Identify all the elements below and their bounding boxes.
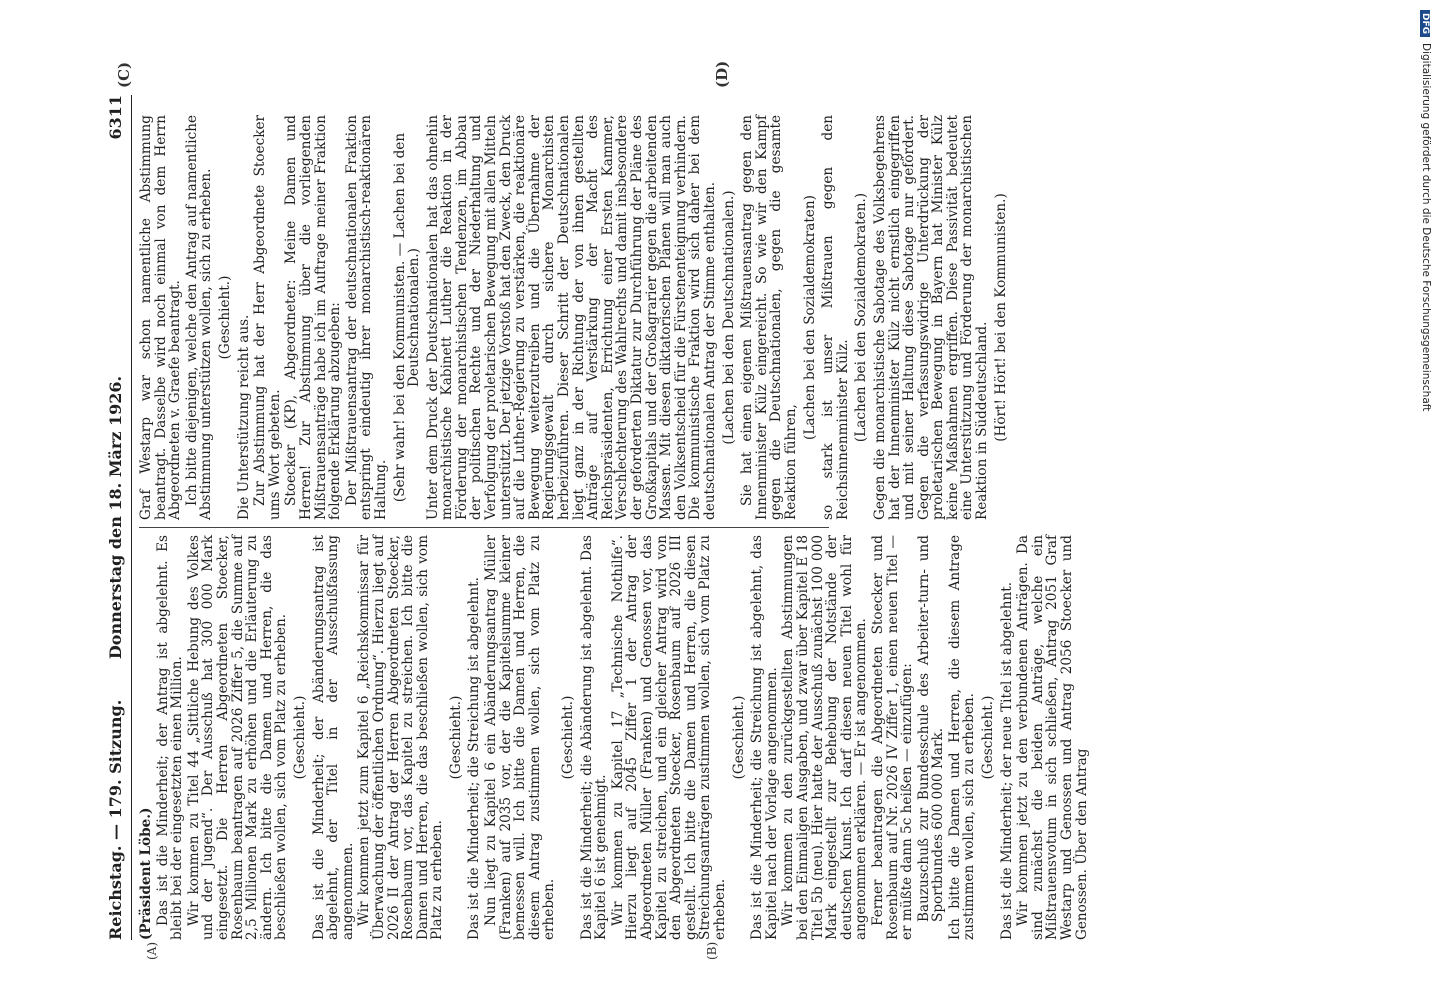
paragraph: Der Mißtrauensantrag der deutschnationalen Fraktion entspringt eindeutig ihrer monarchistisch-reaktionären Haltung. <box>343 115 389 520</box>
dfg-logo: DFG <box>1420 10 1430 37</box>
paragraph: Das ist die Minderheit; die Abänderung ist abgelehnt. Das Kapitel 6 ist genehmigt. <box>578 535 610 940</box>
digitization-credit <box>1420 10 1432 990</box>
margin-letter-d: (D) <box>713 60 731 88</box>
paragraph: (Lachen bei den Sozialdemokraten) <box>801 195 818 440</box>
paragraph: Ich bitte die Damen und Herren, die diesem Antrage zustimmen wollen, sich zu erheben. <box>946 535 978 940</box>
paragraph: (Sehr wahr! bei den Kommunisten. — Lachen bei den Deutschnationalen.) <box>391 132 423 503</box>
column-divider <box>139 527 829 528</box>
paragraph: (Geschieht.) <box>447 695 464 780</box>
paragraph: (Geschieht.) <box>291 695 308 780</box>
left-column <box>139 535 1091 940</box>
margin-letter-c: (C) <box>115 61 133 88</box>
paragraph: (Geschieht.) <box>980 695 997 780</box>
paragraph: Gegen die monarchistische Sabotage des Volksbegehrens hat der Innenminister Külz nicht ernstlich eingegriffen und mit seiner Haltung diese Sabotage nur gefördert. Gegen die verfassungswidrige Unterdrückung der proletarischen Bewegung in Bayern hat Minister Külz keine Maßnahmen ergriffen. Diese Passivität bedeutet eine Unterstützung und Förderung der monarchistischen Reaktion in Süddeutschland. <box>871 115 991 520</box>
rotated-page <box>105 60 1320 960</box>
paragraph: Ich bitte diejenigen, welche den Antrag auf namentliche Abstimmung unterstützen wollen, sich zu erheben. <box>183 115 215 520</box>
paragraph: Unter dem Druck der Deutschnationalen hat das ohnehin monarchistische Kabinett Luther die Reaktion in der Förderung der monarchistischen Tendenzen, im Abbau der politischen Rechte und der Niederhaltung und Verfolgung der proletarischen Bewegung mit allen Mitteln unterstützt. Der jetzige Vorstoß hat den Zweck, den Druck auf die Luther-Regierung zu verstärken, die reaktionäre Bewegung weiterzutreiben und die Übernahme der Regierungsgewalt durch sichere Monarchisten herbeizuführen. Dieser Schritt der Deutschnationalen liegt ganz in der Richtung der von ihnen gestellten Anträge auf Verstärkung der Macht des Reichspräsidenten, Errichtung einer Ersten Kammer, Verschlechterung des Wahlrechts und damit insbesondere der geforderten Diktatur zur Durchführung der Pläne des Großkapitals und der Großagrarier gegen die arbeitenden Massen. Mit diesen diktatorischen Plänen will man auch den Volksentscheid für die Fürstenenteignung verhindern. Die kommunistische Fraktion wird sich daher bei dem deutschnationalen Antrag der Stimme enthalten. <box>424 115 718 520</box>
paragraph: (Lachen bei den Deutschnationalen.) <box>720 190 737 445</box>
page-header <box>105 95 132 940</box>
paragraph: Wir kommen jetzt zum Kapitel 6 „Reichskommissar für Überwachung der öffentlichen Ordnung“. Hierzu liegt auf 2026 II der Antrag der Herren Abgeordneten Stoecker, Rosenbaum vor, das Kapitel zu streichen. Ich bitte die Damen und Herren, die das beschließen wollen, sich vom Platz zu erheben. <box>356 535 446 940</box>
paragraph: Zur Abstimmung hat der Herr Abgeordnete Stoecker ums Wort gebeten. <box>252 115 283 520</box>
paragraph: Das ist die Minderheit; der Abänderungsantrag ist abgelehnt, der Titel in der Ausschußfassung angenommen. <box>310 535 356 940</box>
paragraph: Wir kommen zu den zurückgestellten Abstimmungen bei den Einmaligen Ausgaben, und zwar über Kapitel E 18 Titel 5b (neu). Hier hatte der Ausschuß zunächst 100 000 Mark eingestellt zur Behebung der Notstände der deutschen Kunst. Ich darf diesen neuen Titel wohl für angenommen erklären. — Er ist angenommen. <box>780 535 870 940</box>
paragraph: Das ist die Minderheit; die Streichung ist abgelehnt. <box>466 577 483 940</box>
paragraph: Wir kommen jetzt zu den verbundenen Anträgen. Da sind zunächst die beiden Anträge, welche ein Mißtrauensvotum in sich schließen, Antrag 2051 Graf Westarp und Genossen und Antrag 2056 Stoecker und Genossen. Über den Antrag <box>1015 535 1090 940</box>
header-session: Reichstag. — 179. Sitzung. <box>106 699 125 940</box>
header-date: Donnerstag den 18. März 1926. <box>106 375 125 660</box>
paragraph: Graf Westarp war schon namentliche Abstimmung beantragt. Dasselbe wird noch einmal von dem Herrn Abgeordneten v. Graefe beantragt. <box>138 115 184 520</box>
paragraph: (Geschieht.) <box>730 695 747 780</box>
paragraph: (Präsident Löbe.) <box>138 807 154 940</box>
credit-line <box>1420 10 1432 411</box>
paragraph: Sie hat einen eigenen Mißtrauensantrag gegen den Innenminister Külz eingereicht. So wie wir den Kampf gegen die Deutschnationalen, gegen die gesamte Reaktion führen, <box>739 115 799 520</box>
paragraph: (Lachen bei den Sozialdemokraten.) <box>853 192 870 443</box>
paragraph: so stark ist unser Mißtrauen gegen den Reichsinnenminister Külz. <box>820 115 851 520</box>
paragraph: (Geschieht.) <box>216 275 233 360</box>
paragraph: Wir kommen zu Kapitel 17 „Technische Nothilfe“. Hierzu liegt auf 2045 Ziffer 1 der Antrag der Abgeordneten Müller (Franken) und Genossen vor, das Kapitel zu streichen, und ein gleicher Antrag wird von den Abgeordneten Stoecker, Rosenbaum auf 2026 III gestellt. Ich bitte die Damen und Herren, die diesen Streichungsanträgen zustimmen wollen, sich vom Platz zu erheben. <box>609 535 728 940</box>
page-number: 6311 <box>106 95 125 140</box>
paragraph: Das ist die Minderheit; der neue Titel ist abgelehnt. <box>998 581 1015 940</box>
paragraph: (Geschieht.) <box>560 695 577 780</box>
paragraph: Das ist die Minderheit; die Streichung ist abgelehnt, das Kapitel nach der Vorlage angenommen. <box>749 535 780 940</box>
paragraph: Das ist die Minderheit; der Antrag ist abgelehnt. Es bleibt bei der eingesetzten einen Million. <box>154 535 186 940</box>
paragraph: Nun liegt zu Kapitel 6 ein Abänderungsantrag Müller (Franken) auf 2035 vor, der die Kapitelsumme kleiner bemessen will. Ich bitte die Damen und Herren, die diesem Antrag zustimmen wollen, sich vom Platz zu erheben. <box>483 535 558 940</box>
margin-letter-b: (B) <box>705 941 719 960</box>
paragraph: Die Unterstützung reicht aus. <box>235 314 252 520</box>
margin-letter-a: (A) <box>145 941 159 960</box>
paragraph: Wir kommen zu Titel 44 „Sittliche Hebung des Volkes und der Jugend“. Der Ausschuß hat 300 000 Mark eingesetzt. Die Herren Abgeordneten Stoecker, Rosenbaum beantragen auf 2026 Ziffer 5, die Summe auf 2,5 Millionen Mark zu erhöhen und die Erläuterung zu ändern. Ich bitte die Damen und Herren, die das beschließen wollen, sich vom Platz zu erheben. <box>185 535 290 940</box>
paragraph: Ferner beantragen die Abgeordneten Stoecker und Rosenbaum auf Nr. 2026 IV Ziffer 1, einen neuen Titel — er müßte dann 5c heißen — einzufügen: <box>869 535 916 940</box>
paragraph: (Hört! Hört! bei den Kommunisten.) <box>992 193 1009 442</box>
paragraph: Stoecker (KP), Abgeordneter: Meine Damen und Herren! Zur Abstimmung über die vorliegenden Mißtrauensanträge habe ich im Auftrage meiner Fraktion folgende Erklärung abzugeben: <box>283 115 344 520</box>
credit-text: Digitalisierung gefördert durch die Deutsche Forschungsgemeinschaft <box>1420 43 1432 412</box>
paragraph: Bauzuschuß zur Bundesschule des Arbeiter-turn- und Sportbundes 600 000 Mark. <box>915 535 947 922</box>
right-column <box>139 115 1012 520</box>
